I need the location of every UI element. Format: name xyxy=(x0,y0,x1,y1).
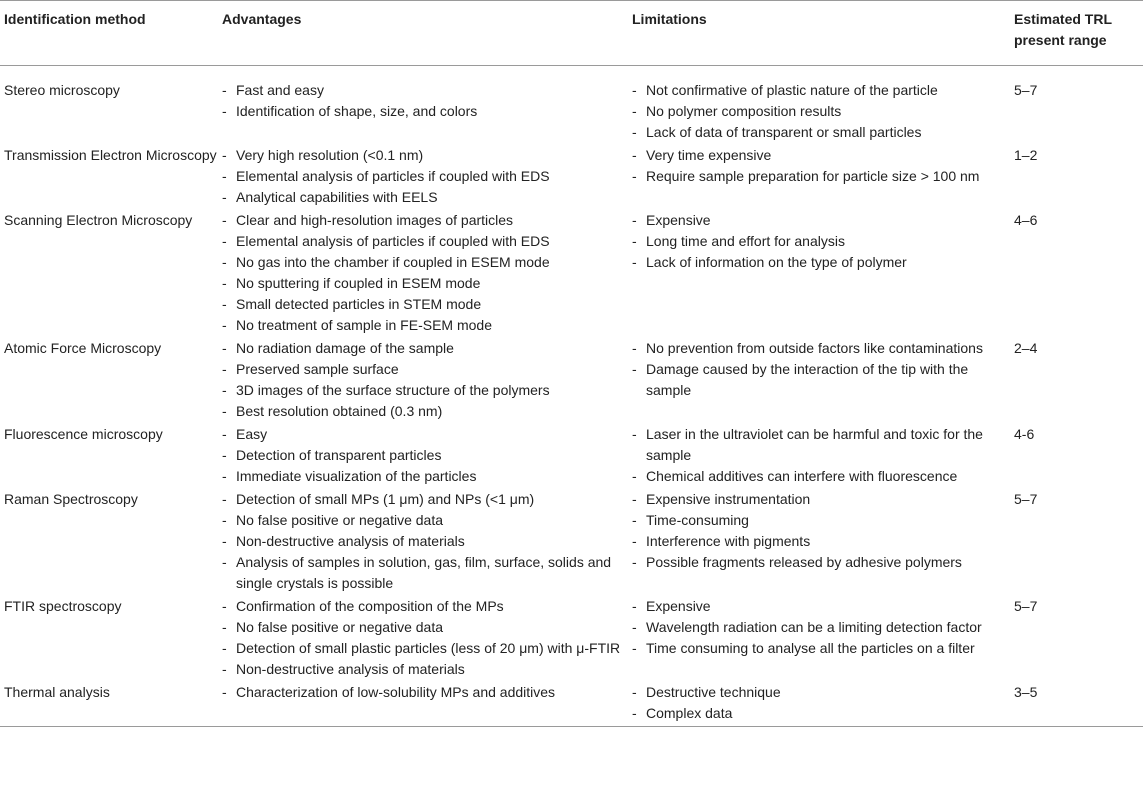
trl-cell: 2–4 xyxy=(1014,340,1038,356)
advantage-item: - Immediate visualization of the particles xyxy=(222,466,632,487)
trl-cell: 3–5 xyxy=(1014,684,1038,700)
advantage-item: - Detection of small MPs (1 μm) and NPs (<1 μm) xyxy=(222,489,632,510)
advantage-item: - Clear and high-resolution images of particles xyxy=(222,210,632,231)
header-row xyxy=(0,1,1143,66)
advantage-item: - Analysis of samples in solution, gas, film, surface, solids and single crystals is possible xyxy=(222,552,632,594)
advantage-item: - Characterization of low-solubility MPs and additives xyxy=(222,682,632,703)
advantage-item: - No false positive or negative data xyxy=(222,617,632,638)
advantage-item: - 3D images of the surface structure of the polymers xyxy=(222,380,632,401)
limitations-list xyxy=(632,424,1014,487)
advantage-item: - Confirmation of the composition of the MPs xyxy=(222,596,632,617)
table-row xyxy=(0,424,1143,489)
limitation-item: - Time-consuming xyxy=(632,510,1014,531)
method-cell: Raman Spectroscopy xyxy=(4,491,138,507)
limitation-item: - Lack of information on the type of polymer xyxy=(632,252,1014,273)
advantage-item: - Analytical capabilities with EELS xyxy=(222,187,632,208)
limitation-item: - No polymer composition results xyxy=(632,101,1014,122)
limitations-cell xyxy=(632,338,1014,424)
advantage-item: - No radiation damage of the sample xyxy=(222,338,632,359)
limitation-item: - Long time and effort for analysis xyxy=(632,231,1014,252)
limitations-cell xyxy=(632,210,1014,338)
advantages-cell xyxy=(222,424,632,489)
advantage-item: - Elemental analysis of particles if coupled with EDS xyxy=(222,231,632,252)
advantages-list xyxy=(222,489,632,594)
advantages-cell xyxy=(222,489,632,596)
advantages-cell xyxy=(222,338,632,424)
limitations-list xyxy=(632,682,1014,724)
advantage-item: - Detection of transparent particles xyxy=(222,445,632,466)
table-row xyxy=(0,210,1143,338)
advantages-list xyxy=(222,596,632,680)
limitations-list xyxy=(632,80,1014,143)
table-row xyxy=(0,682,1143,727)
limitation-item: - Not confirmative of plastic nature of the particle xyxy=(632,80,1014,101)
advantages-list xyxy=(222,80,632,122)
limitation-item: - Damage caused by the interaction of the tip with the sample xyxy=(632,359,1014,401)
limitation-item: - Wavelength radiation can be a limiting detection factor xyxy=(632,617,1014,638)
advantage-item: - No treatment of sample in FE-SEM mode xyxy=(222,315,632,336)
header-method: Identification method xyxy=(4,11,146,27)
limitation-item: - Complex data xyxy=(632,703,1014,724)
trl-cell: 5–7 xyxy=(1014,598,1038,614)
table-row xyxy=(0,338,1143,424)
advantages-cell xyxy=(222,66,632,146)
header-trl: Estimated TRL present range xyxy=(1014,11,1112,48)
method-cell: Thermal analysis xyxy=(4,684,110,700)
method-cell: Fluorescence microscopy xyxy=(4,426,163,442)
table-row xyxy=(0,489,1143,596)
limitation-item: - Chemical additives can interfere with fluorescence xyxy=(632,466,1014,487)
advantages-cell xyxy=(222,145,632,210)
advantages-list xyxy=(222,424,632,487)
trl-cell: 1–2 xyxy=(1014,147,1038,163)
limitations-cell xyxy=(632,489,1014,596)
limitations-list xyxy=(632,338,1014,401)
header-advantages: Advantages xyxy=(222,11,302,27)
limitations-cell xyxy=(632,145,1014,210)
table-body xyxy=(0,66,1143,727)
advantage-item: - Non-destructive analysis of materials xyxy=(222,531,632,552)
limitations-list xyxy=(632,489,1014,573)
limitation-item: - Interference with pigments xyxy=(632,531,1014,552)
limitation-item: - Possible fragments released by adhesive polymers xyxy=(632,552,1014,573)
advantages-list xyxy=(222,145,632,208)
limitations-cell xyxy=(632,682,1014,727)
table-row xyxy=(0,66,1143,146)
advantages-list xyxy=(222,210,632,336)
advantage-item: - Detection of small plastic particles (less of 20 μm) with μ-FTIR xyxy=(222,638,632,659)
limitation-item: - Laser in the ultraviolet can be harmful and toxic for the sample xyxy=(632,424,1014,466)
method-cell: Transmission Electron Microscopy xyxy=(4,147,217,163)
method-cell: Atomic Force Microscopy xyxy=(4,340,162,356)
advantage-item: - Very high resolution (<0.1 nm) xyxy=(222,145,632,166)
advantage-item: - Best resolution obtained (0.3 nm) xyxy=(222,401,632,422)
limitation-item: - Expensive xyxy=(632,210,1014,231)
advantage-item: - Non-destructive analysis of materials xyxy=(222,659,632,680)
method-cell: Scanning Electron Microscopy xyxy=(4,212,193,228)
limitations-cell xyxy=(632,66,1014,146)
advantage-item: - Identification of shape, size, and colors xyxy=(222,101,632,122)
limitations-cell xyxy=(632,424,1014,489)
limitation-item: - Require sample preparation for particle size > 100 nm xyxy=(632,166,1014,187)
limitations-list xyxy=(632,596,1014,659)
advantage-item: - No false positive or negative data xyxy=(222,510,632,531)
limitation-item: - Expensive instrumentation xyxy=(632,489,1014,510)
advantages-list xyxy=(222,682,632,703)
advantages-cell xyxy=(222,596,632,682)
trl-cell: 5–7 xyxy=(1014,82,1038,98)
table-row xyxy=(0,596,1143,682)
limitation-item: - Expensive xyxy=(632,596,1014,617)
limitation-item: - No prevention from outside factors like contaminations xyxy=(632,338,1014,359)
limitations-list xyxy=(632,145,1014,187)
advantage-item: - Elemental analysis of particles if coupled with EDS xyxy=(222,166,632,187)
method-cell: Stereo microscopy xyxy=(4,82,120,98)
trl-cell: 5–7 xyxy=(1014,491,1038,507)
advantage-item: - No sputtering if coupled in ESEM mode xyxy=(222,273,632,294)
advantage-item: - Preserved sample surface xyxy=(222,359,632,380)
advantages-cell xyxy=(222,210,632,338)
trl-cell: 4–6 xyxy=(1014,212,1038,228)
advantages-list xyxy=(222,338,632,422)
advantage-item: - Small detected particles in STEM mode xyxy=(222,294,632,315)
advantage-item: - No gas into the chamber if coupled in ESEM mode xyxy=(222,252,632,273)
header-limitations: Limitations xyxy=(632,11,707,27)
limitation-item: - Time consuming to analyse all the particles on a filter xyxy=(632,638,1014,659)
limitation-item: - Very time expensive xyxy=(632,145,1014,166)
limitations-list xyxy=(632,210,1014,273)
trl-cell: 4-6 xyxy=(1014,426,1035,442)
advantages-cell xyxy=(222,682,632,727)
table-row xyxy=(0,145,1143,210)
limitations-cell xyxy=(632,596,1014,682)
advantage-item: - Easy xyxy=(222,424,632,445)
method-cell: FTIR spectroscopy xyxy=(4,598,122,614)
limitation-item: - Destructive technique xyxy=(632,682,1014,703)
advantage-item: - Fast and easy xyxy=(222,80,632,101)
limitation-item: - Lack of data of transparent or small particles xyxy=(632,122,1014,143)
